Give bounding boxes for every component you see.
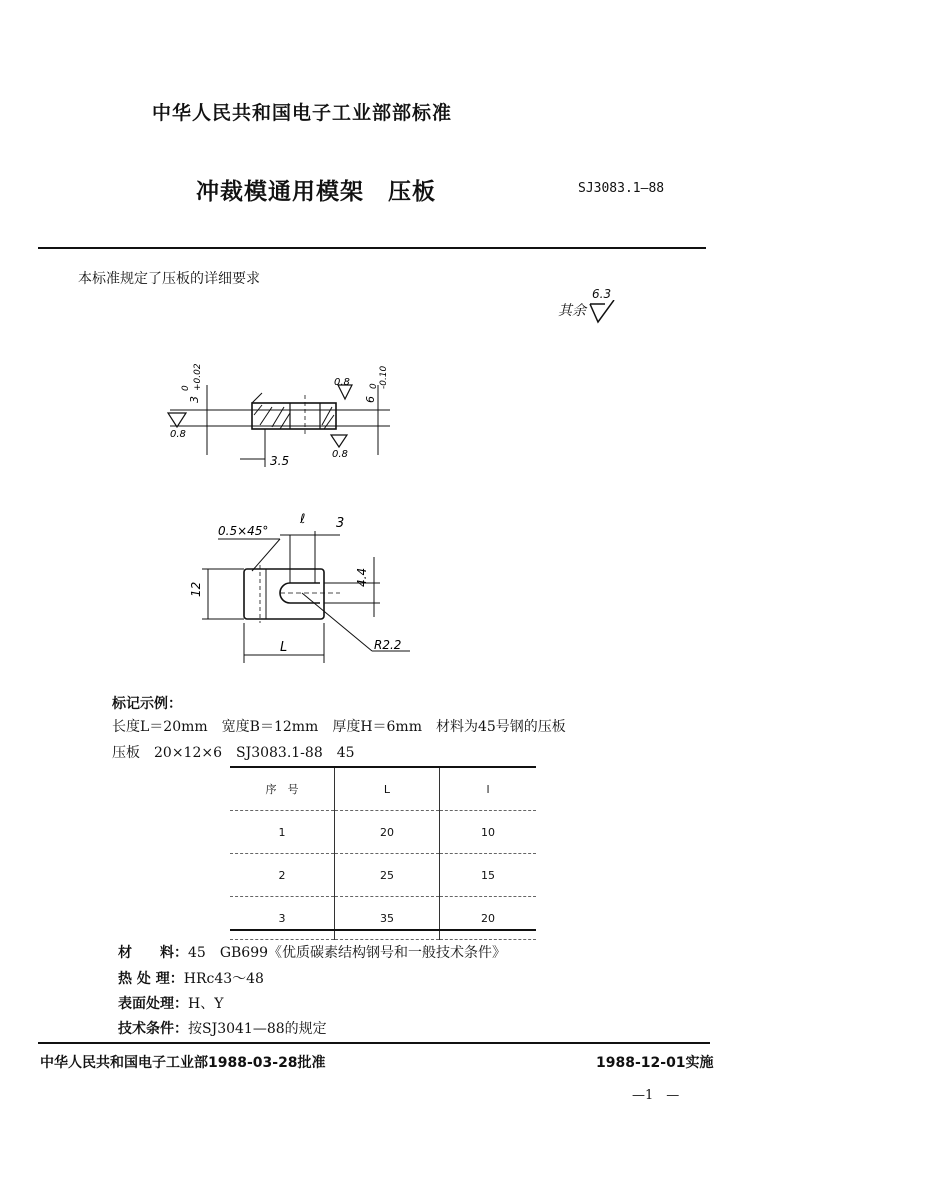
table-header-row	[230, 768, 536, 811]
table-cell: 3	[230, 897, 335, 940]
spec-material	[118, 942, 506, 962]
tol-left-value: 3	[188, 396, 201, 403]
spec-heat-treatment	[118, 968, 264, 988]
dim-l-small: ℓ	[300, 512, 306, 527]
spec-label: 材 料：	[118, 945, 188, 961]
tol-left-upper: +0.02	[193, 363, 203, 391]
roughness-value: 6.3	[592, 287, 612, 301]
plan-drawing	[180, 505, 420, 675]
intro-text: 本标准规定了压板的详细要求	[78, 271, 260, 287]
roughness-prefix: 其余	[558, 303, 586, 319]
spec-value: HRc43～48	[183, 971, 264, 987]
table-row	[230, 811, 536, 854]
table-row	[230, 854, 536, 897]
spec-label: 技术条件：	[118, 1021, 188, 1037]
spec-value: 按SJ3041—88的规定	[188, 1021, 327, 1037]
header-rule	[38, 247, 706, 249]
table-cell: 10	[440, 811, 537, 854]
effective-date: 1988-12-01实施	[596, 1055, 714, 1071]
section-drawing	[150, 355, 410, 475]
table-header-cell: l	[440, 768, 537, 811]
tol-right-upper: 0	[369, 383, 379, 389]
dim-12: 12	[189, 581, 203, 597]
marking-line-1: 长度L＝20mm 宽度B＝12mm 厚度H＝6mm 材料为45号钢的压板	[112, 719, 566, 735]
roughness-left-label: 0.8	[170, 429, 186, 440]
dim-4-4: 4.4	[355, 567, 369, 587]
doc-title: 冲裁模通用模架 压板	[196, 179, 436, 205]
table-cell: 20	[440, 897, 537, 940]
roughness-symbol-icon	[588, 300, 618, 326]
page-number: —1 —	[632, 1088, 680, 1103]
table-header-cell: 序 号	[230, 768, 335, 811]
spec-technical-conditions	[118, 1018, 327, 1038]
spec-table	[230, 768, 536, 940]
standard-number: SJ3083.1—88	[578, 181, 665, 196]
spec-surface-treatment	[118, 993, 223, 1013]
org-title: 中华人民共和国电子工业部部标准	[152, 102, 453, 124]
radius-label: R2.2	[374, 638, 402, 652]
footer-rule	[38, 1042, 710, 1044]
spec-value: H、Y	[188, 996, 224, 1012]
table-cell: 15	[440, 854, 537, 897]
marking-title: 标记示例：	[112, 696, 182, 712]
table-cell: 2	[230, 854, 335, 897]
spec-label: 表面处理：	[118, 996, 188, 1012]
tol-left-lower: 0	[181, 385, 191, 391]
table-row	[230, 897, 536, 940]
table-cell: 25	[335, 854, 440, 897]
marking-line-2: 压板 20×12×6 SJ3083.1-88 45	[112, 745, 355, 761]
table-cell: 20	[335, 811, 440, 854]
dim-3: 3	[336, 516, 345, 531]
table-bottom-rule	[230, 929, 536, 931]
table-cell: 35	[335, 897, 440, 940]
dim-L: L	[280, 640, 288, 655]
chamfer-label: 0.5×45°	[218, 524, 269, 538]
table-header-cell: L	[335, 768, 440, 811]
spec-label: 热 处 理：	[118, 971, 184, 987]
approval-text: 中华人民共和国电子工业部1988-03-28批准	[40, 1055, 326, 1071]
spec-value: 45 GB699《优质碳素结构钢号和一般技术条件》	[188, 945, 507, 961]
tol-right-lower: -0.10	[379, 365, 389, 389]
dim-3-5: 3.5	[270, 454, 290, 468]
tol-right-value: 6	[364, 396, 377, 403]
table-cell: 1	[230, 811, 335, 854]
roughness-top-label: 0.8	[334, 377, 350, 388]
roughness-bottom-label: 0.8	[332, 449, 348, 460]
